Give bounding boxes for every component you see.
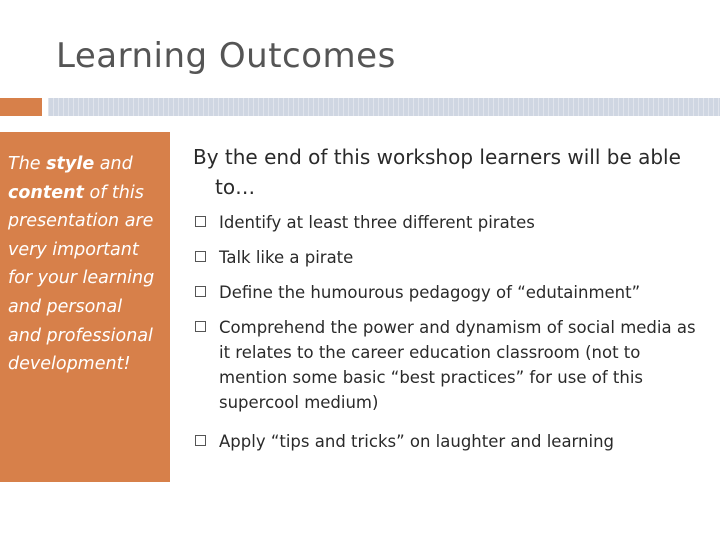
title-accent-bar [0,98,42,116]
checkbox-square-icon [195,216,206,227]
sidebar-callout [0,132,170,482]
checkbox-square-icon [195,435,206,446]
title-underline-bar [48,98,720,116]
checkbox-square-icon [195,286,206,297]
list-item-text: Talk like a pirate [219,248,354,267]
content-body [193,142,708,464]
list-item [193,429,708,454]
slide-title: Learning Outcomes [56,36,396,76]
sidebar-text: The style and content of this presentation are very important for your learning and personal and professional development! [8,154,155,375]
lead-sentence: By the end of this workshop learners will be able to… [193,145,681,199]
list-item-text: Apply “tips and tricks” on laughter and learning [219,432,615,451]
sidebar-emphasis-style: style [46,154,95,174]
list-item-text: Comprehend the power and dynamism of social media as it relates to the career education classroom (not to mention some basic “best practices” for use of this supercool medium) [219,318,696,412]
list-item [193,280,708,305]
list-item [193,315,708,415]
outcomes-list [193,210,708,454]
list-item [193,245,708,270]
list-item-text: Define the humourous pedagogy of “edutainment” [219,283,641,302]
checkbox-square-icon [195,321,206,332]
list-item-text: Identify at least three different pirates [219,213,535,232]
checkbox-square-icon [195,251,206,262]
sidebar-emphasis-content: content [8,182,84,203]
list-item [193,210,708,235]
